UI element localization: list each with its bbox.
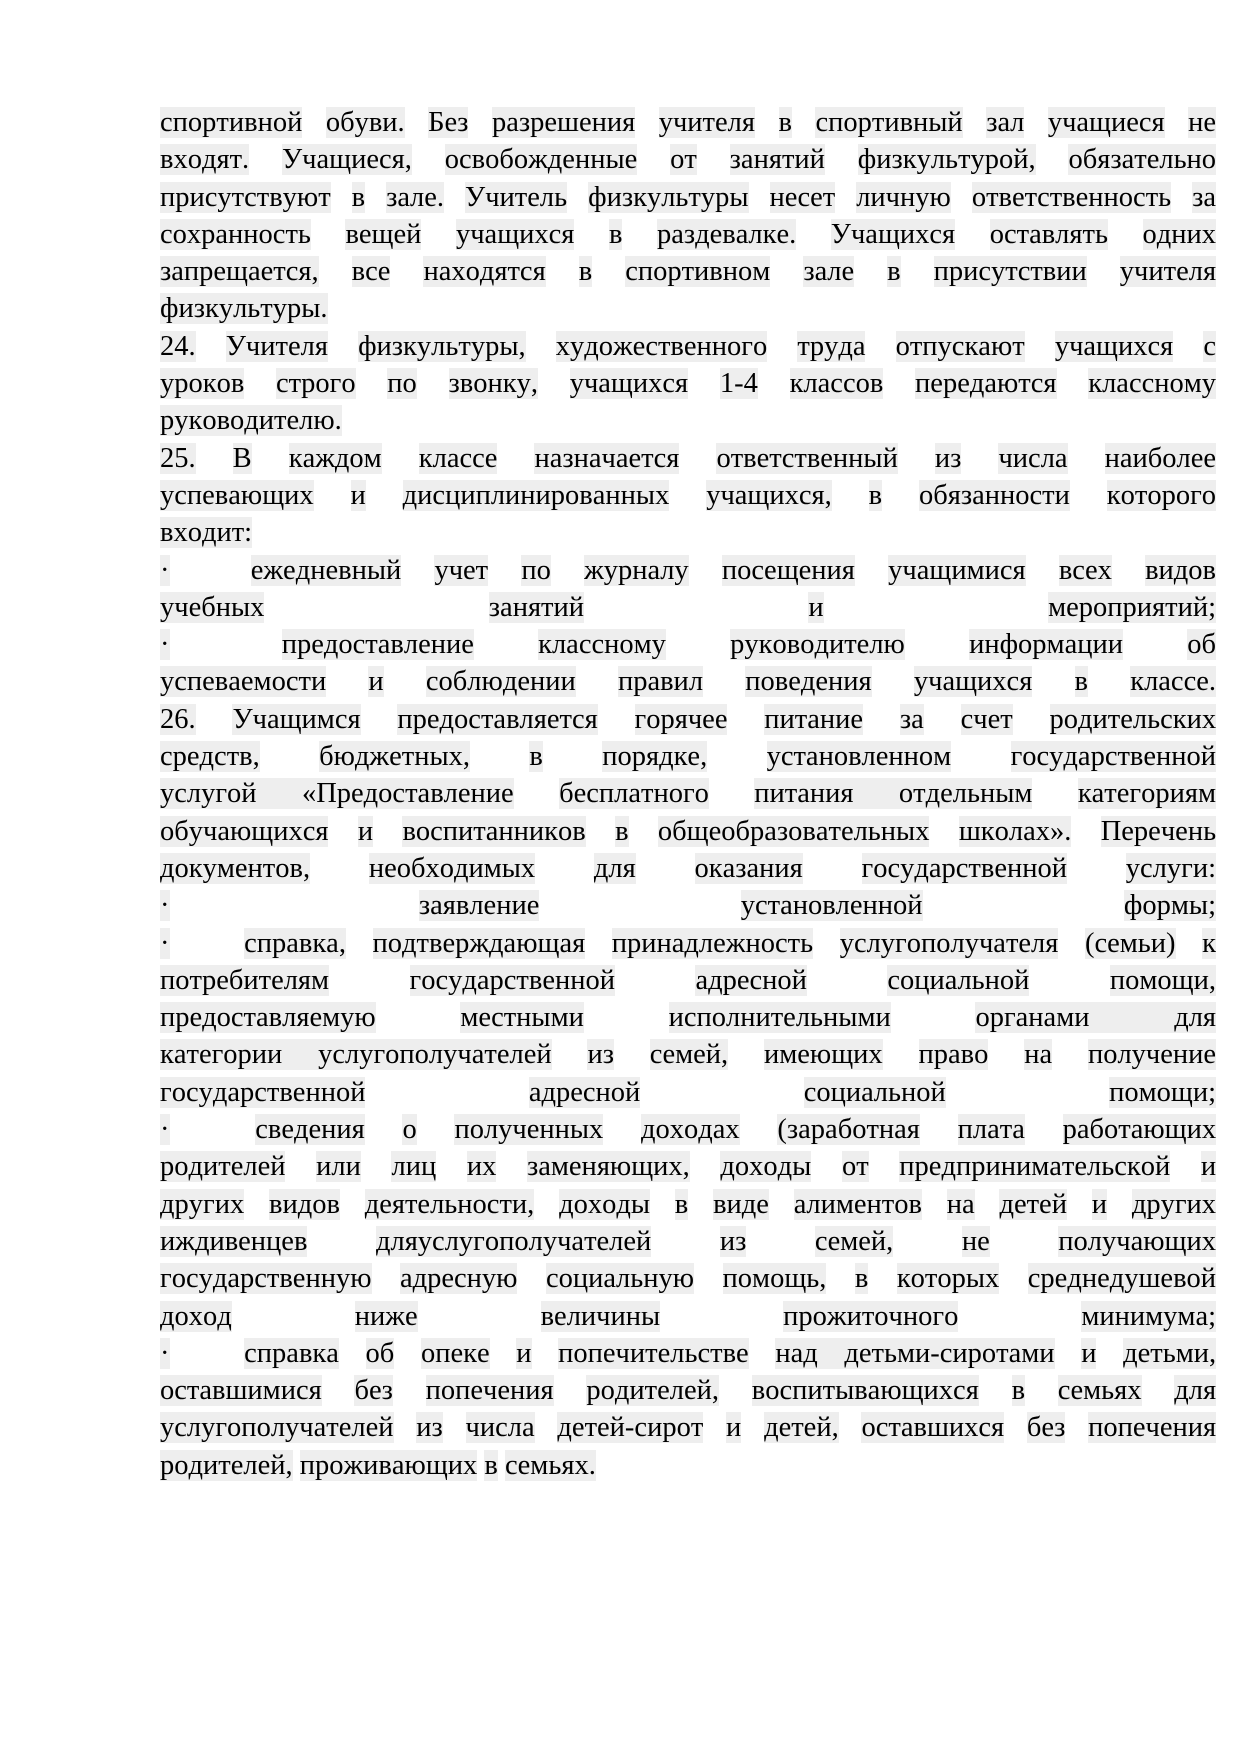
word: детьми,	[1123, 1337, 1217, 1369]
word: в	[854, 1263, 869, 1295]
word: услугополучателей	[160, 1412, 394, 1444]
word: органами для	[975, 1002, 1217, 1034]
text-line	[160, 775, 1216, 812]
word: учебных	[160, 591, 265, 623]
text-line	[160, 328, 1216, 365]
word: одних	[1142, 218, 1217, 250]
word: учащихся,	[706, 479, 832, 511]
word: горячее	[634, 703, 728, 735]
word: к	[1202, 927, 1216, 959]
word: классе.	[1130, 666, 1217, 698]
word: лиц	[391, 1151, 437, 1183]
word: ежедневный	[250, 554, 402, 586]
word: Без	[428, 107, 469, 138]
word: Учащихся	[830, 218, 956, 250]
text-line	[160, 925, 1216, 962]
text-line	[160, 701, 1216, 738]
text-line	[160, 962, 1216, 999]
word: родительских	[1049, 703, 1217, 735]
text-line	[160, 104, 1216, 141]
word: и	[516, 1337, 532, 1369]
word: опеке	[420, 1337, 490, 1369]
word: социальной	[887, 964, 1030, 996]
word: сведения	[255, 1114, 365, 1146]
word: помощи,	[1109, 964, 1216, 996]
word: социальную	[545, 1263, 695, 1295]
word: 1-4	[719, 368, 758, 400]
text-line	[160, 1260, 1216, 1297]
word: (заработная	[777, 1114, 920, 1146]
word: общеобразовательных	[657, 815, 930, 847]
word: из	[934, 442, 962, 474]
text-line	[160, 290, 1216, 327]
word: передаются	[915, 368, 1057, 400]
word: иждивенцев	[160, 1225, 308, 1257]
word: предоставление	[281, 629, 474, 661]
word: спортивной	[160, 107, 303, 138]
word: Учителя	[225, 330, 328, 362]
word: в	[868, 479, 883, 511]
word: принадлежность	[611, 927, 814, 959]
word: исполнительными	[668, 1002, 891, 1034]
text-line	[160, 1372, 1216, 1409]
word: адресной	[528, 1076, 641, 1108]
word: ниже	[354, 1300, 418, 1332]
text-line	[160, 1074, 1216, 1111]
word: информации	[969, 629, 1123, 661]
word: учителя	[658, 107, 755, 138]
word: назначается	[534, 442, 680, 474]
text-line	[160, 1298, 1216, 1335]
word: для	[1174, 1375, 1217, 1407]
word: всех	[1058, 554, 1112, 586]
word: на	[946, 1188, 975, 1220]
word: по	[387, 368, 417, 400]
word: раздевалке.	[656, 218, 797, 250]
text-line	[160, 663, 1216, 700]
word: адресную	[399, 1263, 518, 1295]
word: спортивный	[815, 107, 963, 138]
word: оказания	[694, 852, 803, 884]
word: их	[466, 1151, 497, 1183]
word: личную	[856, 181, 951, 213]
word: успеваемости	[160, 666, 327, 698]
word: и	[357, 815, 374, 847]
word: обуви.	[325, 107, 405, 138]
word: руководителю	[730, 629, 905, 661]
word: полученных	[454, 1114, 604, 1146]
word: алиментов	[793, 1188, 922, 1220]
word: успевающих	[160, 479, 314, 511]
bullet-marker: ·	[160, 1337, 170, 1369]
text-line	[160, 365, 1216, 402]
word: услуги:	[1125, 852, 1216, 884]
word: в	[887, 256, 901, 288]
word: родителей,	[160, 1449, 293, 1481]
word: из	[587, 1039, 614, 1071]
word: деятельности,	[364, 1188, 535, 1220]
bullet-marker: ·	[160, 890, 170, 922]
word: школах».	[958, 815, 1072, 847]
word: попечительстве	[558, 1337, 749, 1369]
word: формы;	[1123, 890, 1216, 922]
word: справка	[244, 1337, 339, 1369]
word: на	[1024, 1039, 1053, 1071]
word: обязанности	[919, 479, 1070, 511]
text-line	[160, 1148, 1216, 1185]
word: получение	[1087, 1039, 1217, 1071]
word: не	[961, 1225, 990, 1257]
text-line	[160, 1335, 1216, 1372]
bullet-marker: ·	[160, 554, 170, 586]
word: социальной	[803, 1076, 946, 1108]
word: учет	[434, 554, 489, 586]
word: и	[368, 666, 384, 698]
word: семьях.	[505, 1449, 596, 1481]
word: и	[1081, 1337, 1097, 1369]
word: за	[899, 703, 924, 735]
word: помощь,	[722, 1263, 827, 1295]
word: семей,	[649, 1039, 729, 1071]
word: Учитель	[465, 181, 568, 213]
word: доходах	[641, 1114, 740, 1146]
word: категориям	[1077, 778, 1216, 810]
word: других	[160, 1188, 245, 1220]
text-line	[160, 850, 1216, 887]
word: и	[726, 1412, 742, 1444]
word: от	[670, 144, 697, 176]
word: поведения	[745, 666, 872, 698]
word: услугой «Предоставление	[160, 778, 514, 810]
word: все	[351, 256, 391, 288]
word: государственную	[160, 1263, 372, 1295]
text-line	[160, 402, 1216, 439]
word: (семьи)	[1084, 927, 1176, 959]
word: в	[529, 741, 543, 773]
word: питания отдельным	[754, 778, 1033, 810]
text-line	[160, 1223, 1216, 1260]
word: строго	[276, 368, 356, 400]
word: входит:	[160, 517, 253, 549]
word: проживающих	[299, 1449, 478, 1481]
word: наиболее	[1104, 442, 1217, 474]
text-line	[160, 1409, 1216, 1446]
word: правил	[617, 666, 704, 698]
word: минимума;	[1081, 1300, 1217, 1332]
word: воспитывающихся	[751, 1375, 979, 1407]
word: классе	[418, 442, 498, 474]
word: входят.	[160, 144, 250, 176]
word: обязательно	[1068, 144, 1217, 176]
word: сохранность	[160, 218, 311, 250]
word: присутствии	[933, 256, 1087, 288]
word: плата	[957, 1114, 1025, 1146]
word: дисциплинированных	[402, 479, 670, 511]
word: 24.	[160, 330, 196, 362]
word: 26.	[160, 703, 196, 735]
word: зале.	[386, 181, 445, 213]
word: над детьми-сиротами	[775, 1337, 1055, 1369]
word: получающих	[1058, 1225, 1216, 1257]
word: и	[350, 479, 366, 511]
word: доходы	[720, 1151, 812, 1183]
word: вещей	[345, 218, 422, 250]
word: бесплатного	[559, 778, 709, 810]
word: Перечень	[1100, 815, 1217, 847]
word: предоставляемую	[160, 1002, 376, 1034]
word: из	[416, 1412, 443, 1444]
word: каждом	[288, 442, 382, 474]
word: физкультурой,	[857, 144, 1036, 176]
word: детей	[999, 1188, 1067, 1220]
word: и	[808, 591, 824, 623]
word: отпускают	[895, 330, 1025, 362]
word: за	[1192, 181, 1217, 213]
word: воспитанников	[402, 815, 586, 847]
word: физкультуры.	[160, 293, 328, 325]
word: классов	[789, 368, 884, 400]
word: в	[1074, 666, 1088, 698]
word: занятий	[488, 591, 585, 623]
word: необходимых	[368, 852, 536, 884]
word: о	[402, 1114, 417, 1146]
word: в	[778, 107, 792, 138]
word: звонку,	[448, 368, 538, 400]
word: из	[719, 1225, 747, 1257]
word: попечения	[1088, 1412, 1217, 1444]
word: местными	[460, 1002, 584, 1034]
word: спортивном	[625, 256, 771, 288]
word: по	[521, 554, 551, 586]
word: несет	[769, 181, 836, 213]
word: в	[608, 218, 623, 250]
word: государственной	[1010, 741, 1217, 773]
word: ответственность	[971, 181, 1172, 213]
word: адресной	[695, 964, 807, 996]
word: детей-сирот	[557, 1412, 704, 1444]
word: журналу	[584, 554, 689, 586]
word: Учащиеся,	[282, 144, 412, 176]
word: руководителю.	[160, 405, 342, 437]
word: освобожденные	[444, 144, 638, 176]
word: Учащимся	[232, 703, 361, 735]
text-line	[160, 440, 1216, 477]
text-line	[160, 738, 1216, 775]
word: величины	[540, 1300, 661, 1332]
document-text	[160, 104, 1216, 1484]
word: видов	[269, 1188, 340, 1220]
word: в	[578, 256, 593, 288]
text-line	[160, 1111, 1216, 1148]
word: разрешения	[491, 107, 636, 138]
word: В	[232, 442, 252, 474]
word: учащимися	[888, 554, 1026, 586]
word: потребителям	[160, 964, 330, 996]
bullet-marker: ·	[160, 629, 170, 661]
text-line	[160, 477, 1216, 514]
word: родителей	[160, 1151, 286, 1183]
word: числа	[998, 442, 1068, 474]
text-line	[160, 589, 1216, 626]
word: в	[674, 1188, 689, 1220]
word: доход	[160, 1300, 232, 1332]
word: попечения	[425, 1375, 554, 1407]
text-line	[160, 216, 1216, 253]
word: находятся	[423, 256, 546, 288]
word: учащихся	[913, 666, 1033, 698]
word: числа	[465, 1412, 535, 1444]
text-line	[160, 626, 1216, 663]
word: посещения	[721, 554, 855, 586]
word: зал	[986, 107, 1025, 138]
word: без	[354, 1375, 393, 1407]
word: доходы	[559, 1188, 650, 1220]
text-line	[160, 141, 1216, 178]
word: государственной	[409, 964, 616, 996]
word: счет	[960, 703, 1013, 735]
word: государственной	[160, 1076, 366, 1108]
word: для	[593, 852, 636, 884]
word: работающих	[1062, 1114, 1217, 1146]
word: труда	[797, 330, 866, 362]
word: оставлять	[989, 218, 1108, 250]
word: среднедушевой	[1027, 1263, 1217, 1295]
word: 25.	[160, 442, 196, 474]
word: заявление	[418, 890, 540, 922]
word: учащихся	[1054, 330, 1174, 362]
word: средств,	[160, 741, 260, 773]
word: обучающихся	[160, 815, 329, 847]
word: без	[1026, 1412, 1066, 1444]
word: запрещается,	[160, 256, 319, 288]
text-line	[160, 887, 1216, 924]
word: об	[1187, 629, 1216, 661]
word: услугополучателя	[839, 927, 1059, 959]
word: об	[365, 1337, 395, 1369]
word: которых	[896, 1263, 1000, 1295]
bullet-marker: ·	[160, 927, 170, 959]
bullet-marker: ·	[160, 1114, 170, 1146]
word: с	[1203, 330, 1217, 362]
word: предпринимательской	[899, 1151, 1171, 1183]
word: занятий	[729, 144, 825, 176]
word: семей,	[814, 1225, 894, 1257]
text-line	[160, 552, 1216, 589]
text-line	[160, 1036, 1216, 1073]
word: установленном	[766, 741, 952, 773]
word: помощи;	[1109, 1076, 1216, 1108]
word: порядке,	[602, 741, 708, 773]
word: учащиеся	[1047, 107, 1165, 138]
word: классному	[1088, 368, 1217, 400]
word: в	[1011, 1375, 1026, 1407]
word: учителя	[1119, 256, 1217, 288]
word: и	[1200, 1151, 1217, 1183]
word: дляуслугополучателей	[375, 1225, 652, 1257]
word: предоставляется	[397, 703, 598, 735]
word: детей,	[764, 1412, 839, 1444]
word: государственной	[861, 852, 1068, 884]
text-line	[160, 179, 1216, 216]
word: учащихся	[455, 218, 575, 250]
word: физкультуры	[588, 181, 749, 213]
text-line	[160, 514, 1216, 551]
word: физкультуры,	[358, 330, 526, 362]
word: имеющих	[764, 1039, 883, 1071]
word: справка,	[244, 927, 346, 959]
word: уроков	[160, 368, 245, 400]
word: право	[918, 1039, 989, 1071]
word: прожиточного	[783, 1300, 959, 1332]
word: подтверждающая	[372, 927, 586, 959]
word: категории услугополучателей	[160, 1039, 552, 1071]
word: виде	[713, 1188, 769, 1220]
text-line	[160, 253, 1216, 290]
word: зале	[803, 256, 855, 288]
word: которого	[1106, 479, 1217, 511]
word: художественного	[555, 330, 768, 362]
word: заменяющих,	[526, 1151, 690, 1183]
word: соблюдении	[425, 666, 576, 698]
word: от	[841, 1151, 869, 1183]
word: оставшихся	[861, 1412, 1005, 1444]
word: в	[615, 815, 629, 847]
word: документов,	[160, 852, 311, 884]
word: учащихся	[569, 368, 689, 400]
word: питание	[764, 703, 864, 735]
text-line	[160, 1186, 1216, 1223]
word: не	[1188, 107, 1217, 138]
word: ответственный	[716, 442, 898, 474]
word: бюджетных,	[319, 741, 470, 773]
text-line	[160, 999, 1216, 1036]
word: семьях	[1057, 1375, 1142, 1407]
word: и	[1091, 1188, 1108, 1220]
text-line	[160, 1447, 1216, 1484]
word: в	[351, 181, 366, 213]
word: установленной	[740, 890, 923, 922]
word: классному	[538, 629, 666, 661]
word: в	[484, 1449, 498, 1481]
word: или	[316, 1151, 361, 1183]
word: мероприятий;	[1048, 591, 1216, 623]
word: видов	[1145, 554, 1216, 586]
word: присутствуют	[160, 181, 331, 213]
word: оставшимися	[160, 1375, 322, 1407]
word: родителей,	[586, 1375, 719, 1407]
text-line	[160, 813, 1216, 850]
word: других	[1131, 1188, 1217, 1220]
